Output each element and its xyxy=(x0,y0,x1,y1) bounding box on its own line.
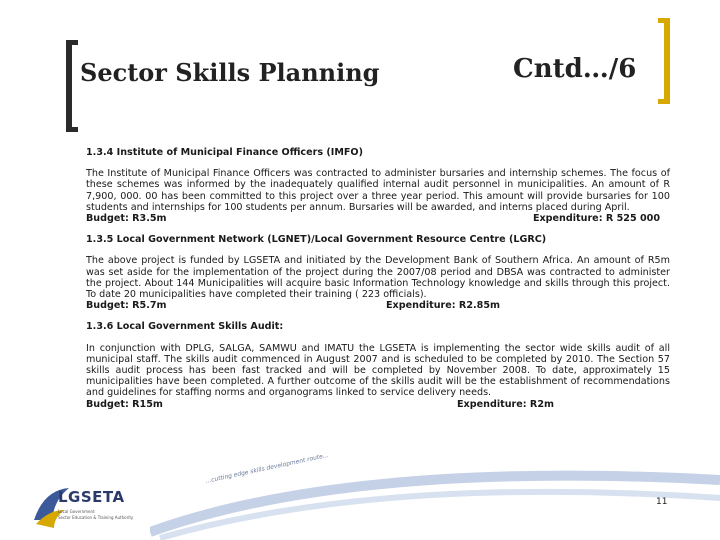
budget-value: Budget: R5.7m xyxy=(86,300,167,312)
section-paragraph-skills-audit xyxy=(86,343,670,410)
section-paragraph-lgnet xyxy=(86,255,670,311)
page-number: 11 xyxy=(656,497,668,507)
budget-value: Budget: R3.5m xyxy=(86,213,167,225)
budget-row xyxy=(86,213,670,224)
expenditure-value: Expenditure: R2.85m xyxy=(386,300,500,312)
continued-label: Cntd…/6 xyxy=(513,54,637,84)
footer-swoosh-decoration xyxy=(150,470,720,540)
section-heading-skills-audit: 1.3.6 Local Government Skills Audit: xyxy=(86,321,284,333)
page-title: Sector Skills Planning xyxy=(80,58,380,87)
footer-tagline: ...cutting edge skills development route... xyxy=(205,451,330,485)
budget-row xyxy=(86,399,670,410)
budget-row xyxy=(86,300,670,311)
section-heading-imfo: 1.3.4 Institute of Municipal Finance Officers (IMFO) xyxy=(86,147,363,158)
paragraph-text: The above project is funded by LGSETA and initiated by the Development Bank of Southern Africa. An amount of R5m was set aside for the implementation of the project during the 2007/08 period and DBSA was contracted to administer the project. About 144 Municipalities will acquire basic Information Technology knowledge and skills through this project. To date 20 municipalities have completed their training ( 223 officials). xyxy=(86,255,670,301)
expenditure-value: Expenditure: R2m xyxy=(457,398,554,410)
paragraph-text: The Institute of Municipal Finance Officers was contracted to administer bursaries and internship schemes. The focus of these schemes was informed by the inadequately qualified internal audit personnel in municipalities. An amount of R 7,900, 000. 00 has been committed to this project over a three year period. This amount will provide bursaries for 100 students and internships for 100 students per annum. Bursaries will be awarded, and interns placed during April. xyxy=(86,168,670,213)
section-paragraph-imfo xyxy=(86,168,670,224)
paragraph-text: In conjunction with DPLG, SALGA, SAMWU and IMATU the LGSETA is implementing the sector wide skills audit of all municipal staff. The skills audit commenced in August 2007 and is scheduled to be completed by 2010. The Section 57 skills audit process has been fast tracked and will be completed by November 2008. To date, approximately 15 municipalities have been completed. A further outcome of the skills audit will be the establishment of recommendations and guidelines for staffing norms and organograms linked to service delivery needs. xyxy=(86,342,670,399)
logo-subtitle-line2: Sector Education & Training Authority xyxy=(58,515,134,520)
right-bracket-decoration xyxy=(658,18,670,104)
expenditure-value: Expenditure: R 525 000 xyxy=(532,213,660,225)
section-heading-lgnet: 1.3.5 Local Government Network (LGNET)/Local Government Resource Centre (LGRC) xyxy=(86,234,547,246)
logo-subtitle-line1: Local Government xyxy=(58,509,95,514)
content-body xyxy=(86,147,670,420)
left-bracket-decoration xyxy=(66,40,78,132)
budget-value: Budget: R15m xyxy=(86,398,163,410)
logo-wordmark: LGSETA xyxy=(58,488,125,506)
